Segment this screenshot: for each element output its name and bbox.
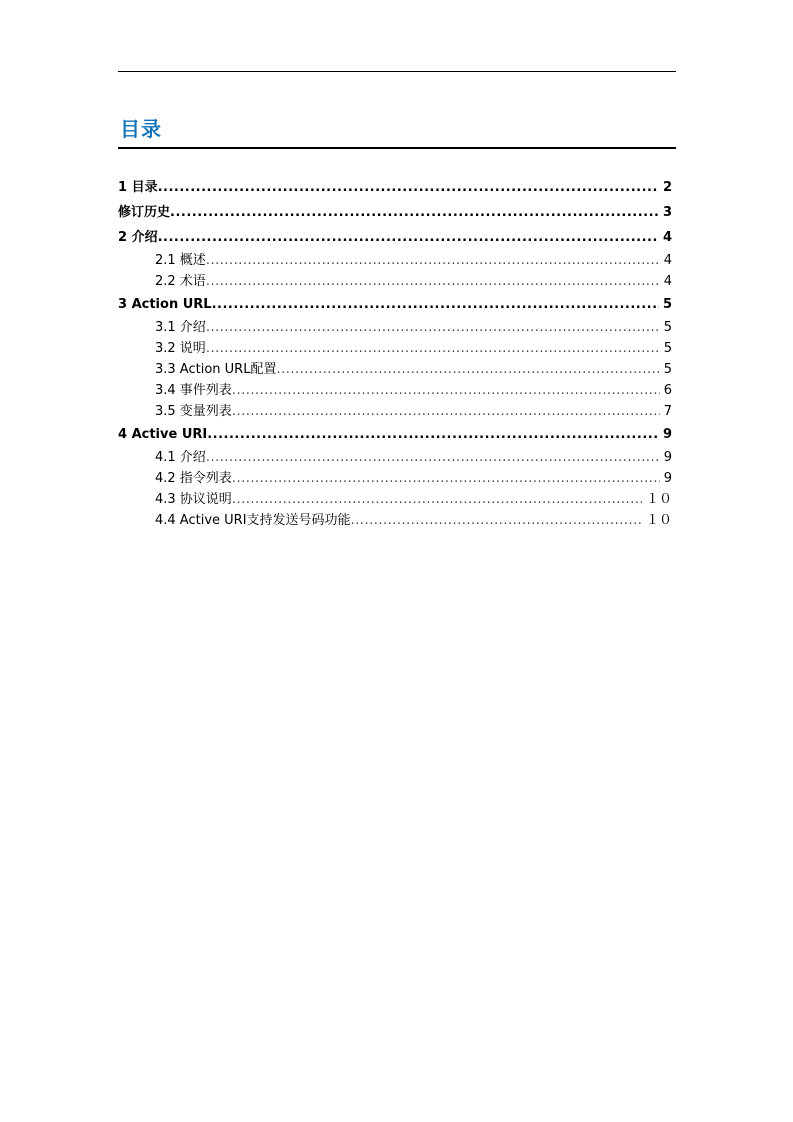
dot-leader [232, 401, 660, 422]
dot-leader [351, 510, 642, 531]
dot-leader [206, 317, 660, 338]
table-of-contents [118, 175, 672, 531]
toc-entry-label: 4 Active URI [118, 427, 208, 442]
toc-entry-page: 7 [663, 404, 672, 419]
dot-leader [206, 250, 660, 271]
toc-entry-action-url[interactable] [118, 292, 672, 317]
toc-entry-page: １０ [645, 492, 672, 507]
toc-entry-label: 修订历史 [118, 205, 171, 220]
toc-entry-label: 4.1 介绍 [155, 450, 206, 465]
toc-entry-label: 2.1 概述 [155, 253, 206, 268]
toc-entry-page: 5 [663, 320, 672, 335]
dot-leader [212, 292, 659, 317]
toc-entry-revision-history[interactable] [118, 200, 672, 225]
dot-leader [206, 447, 660, 468]
dot-leader [158, 225, 659, 250]
toc-entry-event-list[interactable] [118, 380, 672, 401]
toc-entry-page: 5 [663, 341, 672, 356]
toc-entry-page: 4 [663, 274, 672, 289]
toc-entry-page: １０ [645, 513, 672, 528]
dot-leader [170, 200, 659, 225]
toc-entry-active-uri-intro[interactable] [118, 447, 672, 468]
toc-entry-label: 3.1 介绍 [155, 320, 206, 335]
toc-entry-page: 9 [663, 450, 672, 465]
toc-entry-page: 2 [662, 180, 672, 195]
toc-entry-introduction[interactable] [118, 225, 672, 250]
toc-entry-label: 1 目录 [118, 180, 158, 195]
toc-entry-action-url-description[interactable] [118, 338, 672, 359]
header-rule [118, 71, 676, 72]
dot-leader [276, 359, 659, 380]
toc-entry-label: 3 Action URL [118, 297, 212, 312]
toc-entry-label: 3.4 事件列表 [155, 383, 232, 398]
toc-entry-page: 3 [662, 205, 672, 220]
toc-entry-label: 4.3 协议说明 [155, 492, 232, 507]
toc-entry-label: 3.5 变量列表 [155, 404, 232, 419]
toc-entry-label: 4.4 Active URI支持发送号码功能 [155, 513, 351, 528]
toc-entry-active-uri[interactable] [118, 422, 672, 447]
title-rule [118, 147, 676, 149]
toc-entry-protocol-description[interactable] [118, 489, 672, 510]
dot-leader [206, 271, 660, 292]
toc-entry-label: 2.2 术语 [155, 274, 206, 289]
toc-entry-command-list[interactable] [118, 468, 672, 489]
dot-leader [206, 338, 660, 359]
dot-leader [158, 175, 659, 200]
toc-entry-page: 6 [663, 383, 672, 398]
toc-entry-catalog[interactable] [118, 175, 672, 200]
toc-entry-page: 4 [662, 230, 672, 245]
toc-entry-overview[interactable] [118, 250, 672, 271]
dot-leader [232, 380, 660, 401]
toc-entry-label: 2 介绍 [118, 230, 158, 245]
toc-entry-terminology[interactable] [118, 271, 672, 292]
dot-leader [232, 468, 660, 489]
toc-entry-label: 4.2 指令列表 [155, 471, 232, 486]
toc-title: 目录 [120, 117, 162, 141]
toc-entry-page: 4 [663, 253, 672, 268]
toc-entry-label: 3.3 Action URL配置 [155, 362, 277, 377]
dot-leader [207, 422, 659, 447]
toc-entry-action-url-config[interactable] [118, 359, 672, 380]
toc-entry-variable-list[interactable] [118, 401, 672, 422]
toc-entry-page: 9 [663, 471, 672, 486]
toc-entry-page: 5 [663, 362, 672, 377]
toc-entry-send-number-feature[interactable] [118, 510, 672, 531]
toc-entry-action-url-intro[interactable] [118, 317, 672, 338]
toc-entry-label: 3.2 说明 [155, 341, 206, 356]
dot-leader [232, 489, 642, 510]
toc-entry-page: 5 [662, 297, 672, 312]
toc-entry-page: 9 [662, 427, 672, 442]
